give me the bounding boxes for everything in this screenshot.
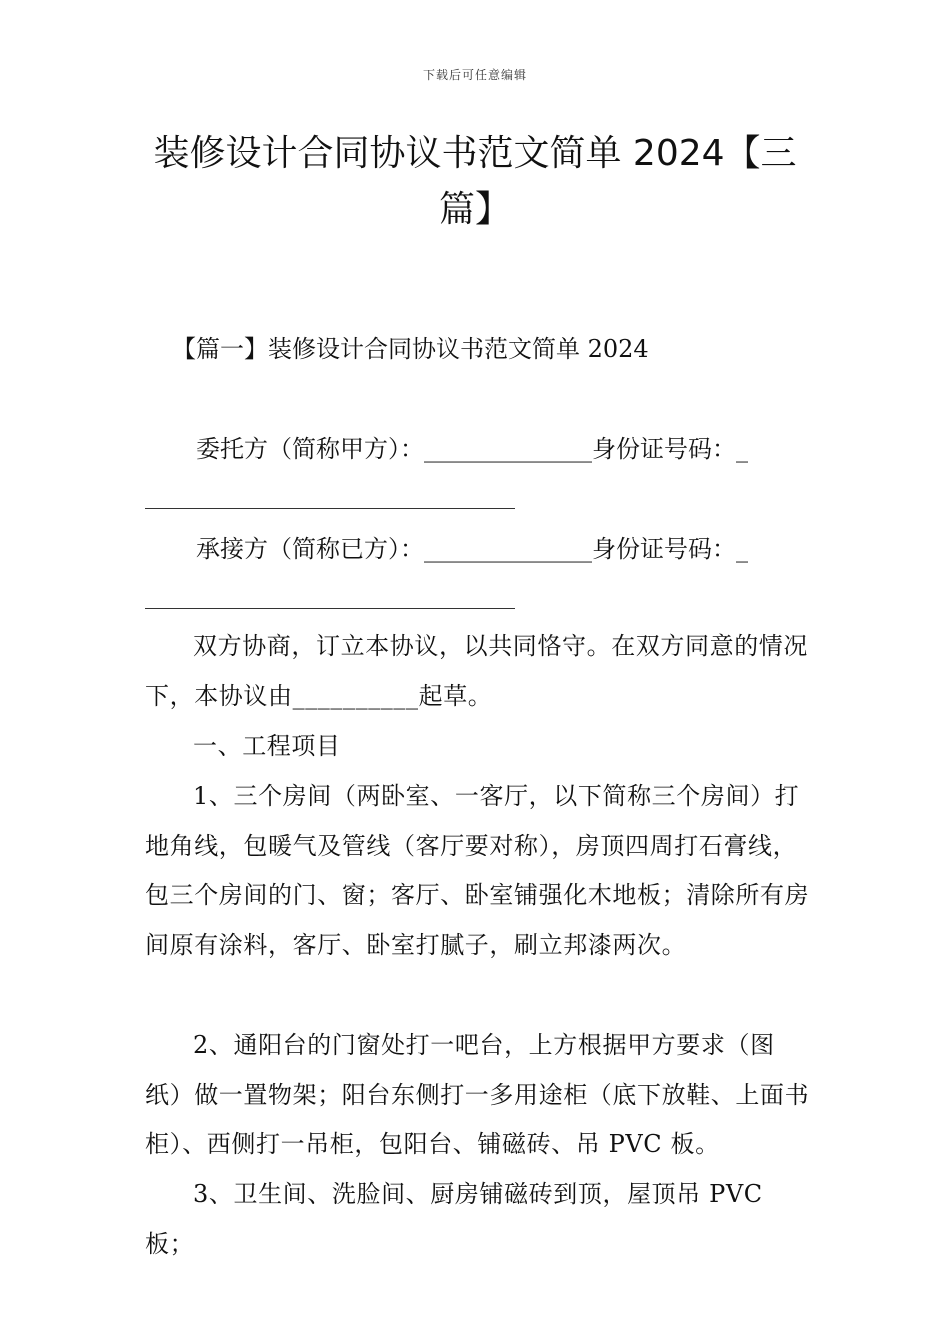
contractor-id-blank: [145, 608, 515, 609]
header-note: 下载后可任意编辑: [422, 68, 527, 82]
item-3-paragraph: 3、卫生间、洗脸间、厨房铺磁砖到顶，屋顶吊 PVC 板；: [145, 1180, 763, 1258]
intro-paragraph: 双方协商，订立本协议，以共同恪守。在双方同意的情况下，本协议由__________起草。: [145, 632, 808, 710]
document-title: [0, 126, 950, 238]
item-1-paragraph: 1、三个房间（两卧室、一客厅，以下简称三个房间）打地角线，包暖气及管线（客厅要对称），房顶四周打石膏线，包三个房间的门、窗；客厅、卧室铺强化木地板；清除所有房间原有涂料，客厅、卧室打腻子，刷立邦漆两次。: [145, 782, 810, 959]
contractor-party-line: 承接方（简称已方）：______________身份证号码：_: [196, 535, 748, 563]
client-party-line: 委托方（简称甲方）：______________身份证号码：_: [196, 435, 748, 463]
section-1-heading: 一、工程项目: [193, 732, 341, 760]
item-2-paragraph: 2、通阳台的门窗处打一吧台，上方根据甲方要求（图纸）做一置物架；阳台东侧打一多用途柜（底下放鞋、上面书柜）、西侧打一吊柜，包阳台、铺磁砖、吊 PVC 板。: [145, 1031, 810, 1158]
client-id-blank: [145, 508, 515, 509]
title-line-2: 篇】: [438, 189, 511, 230]
title-line-1: 装修设计合同协议书范文简单 2024【三: [153, 133, 797, 174]
section-heading: 【篇一】装修设计合同协议书范文简单 2024: [172, 335, 649, 363]
